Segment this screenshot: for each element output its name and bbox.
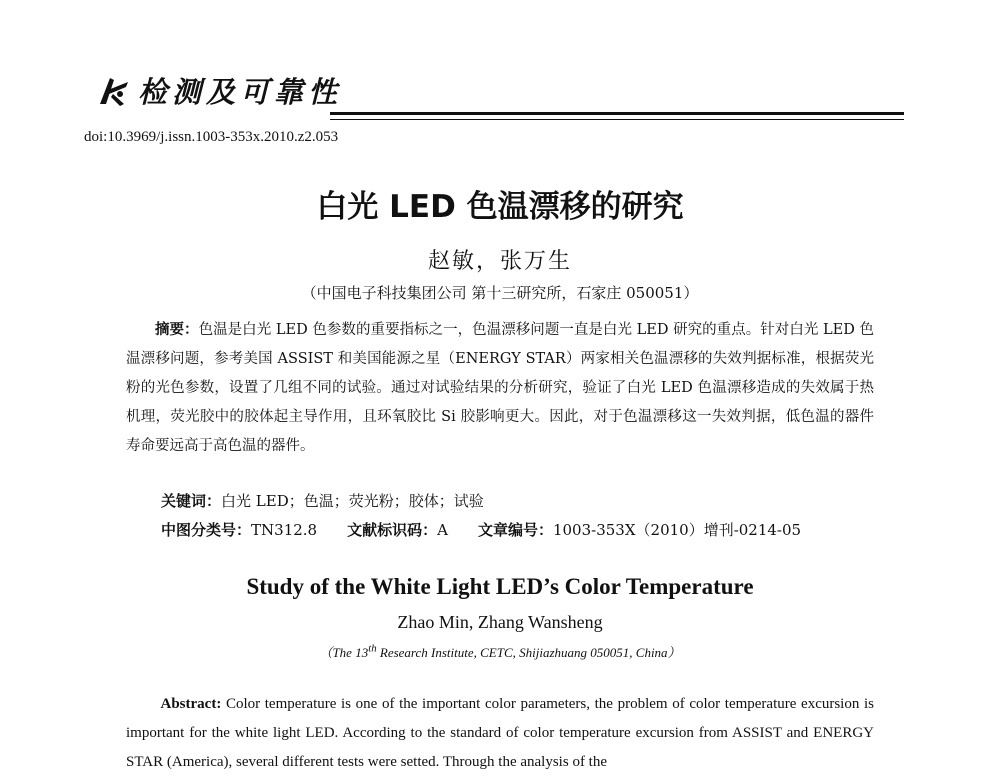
- article-number-label: 文章编号：: [477, 521, 553, 539]
- abstract-cn: [126, 316, 874, 461]
- doccode-value: A: [437, 521, 448, 539]
- affiliation-cn: （中国电子科技集团公司 第十三研究所，石家庄 050051）: [301, 284, 699, 302]
- header-rule-thick: [330, 112, 904, 115]
- abstract-text-en: Color temperature is one of the important color parameters, the problem of color temperature excursion is important for the white light LED. According to the standard of color temperature excursion from ASSIST and ENERGY STAR (America), several different tests were setted. Through the analysis of the: [126, 696, 874, 770]
- abstract-label-en: Abstract:: [160, 696, 222, 712]
- abstract-en: [126, 690, 874, 777]
- clc-label: 中图分类号：: [161, 521, 252, 539]
- authors-en: Zhao Min, Zhang Wansheng: [397, 612, 603, 632]
- article-number: 1003-353X（2010）增刊-0214-05: [552, 521, 802, 539]
- keywords-line-cn: [161, 490, 484, 511]
- keywords-label-cn: 关键词：: [161, 492, 222, 510]
- header-rule-thin: [330, 119, 904, 120]
- doi-line: doi:10.3969/j.issn.1003-353x.2010.z2.053: [84, 129, 339, 145]
- paper-title-en: Study of the White Light LED’s Color Temperature: [246, 574, 754, 599]
- doccode-label: 文献标识码：: [347, 521, 438, 539]
- keywords-cn: 白光 LED；色温；荧光粉；胶体；试验: [221, 492, 484, 510]
- abstract-text-cn: 色温是白光 LED 色参数的重要指标之一，色温漂移问题一直是白光 LED 研究的重点。针对白光 LED 色温漂移问题，参考美国 ASSIST 和美国能源之星（ENERGY STAR）两家相关色温漂移的失效判据标准，根据荧光粉的光色参数，设置了几组不同的试验。通过对试验结果的分析研究，验证了白光 LED 色温漂移造成的失效属于热机理，荧光胶中的胶体起主导作用，且环氧胶比 Si 胶影响更大。因此，对于色温漂移这一失效判据，低色温的器件寿命要远高于高色温的器件。: [126, 322, 875, 454]
- authors-cn: 赵敏，张万生: [427, 249, 572, 274]
- journal-name: 检测及可靠性: [138, 75, 343, 109]
- classification-line: [161, 519, 801, 540]
- clc-number: TN312.8: [251, 521, 318, 539]
- affiliation-en: （The 13th Research Institute, CETC, Shijiazhuang 050051, China）: [319, 642, 681, 660]
- paper-title-cn: 白光 LED 色温漂移的研究: [316, 189, 684, 225]
- abstract-label-cn: 摘要：: [155, 322, 199, 338]
- journal-logo-icon: [96, 74, 130, 108]
